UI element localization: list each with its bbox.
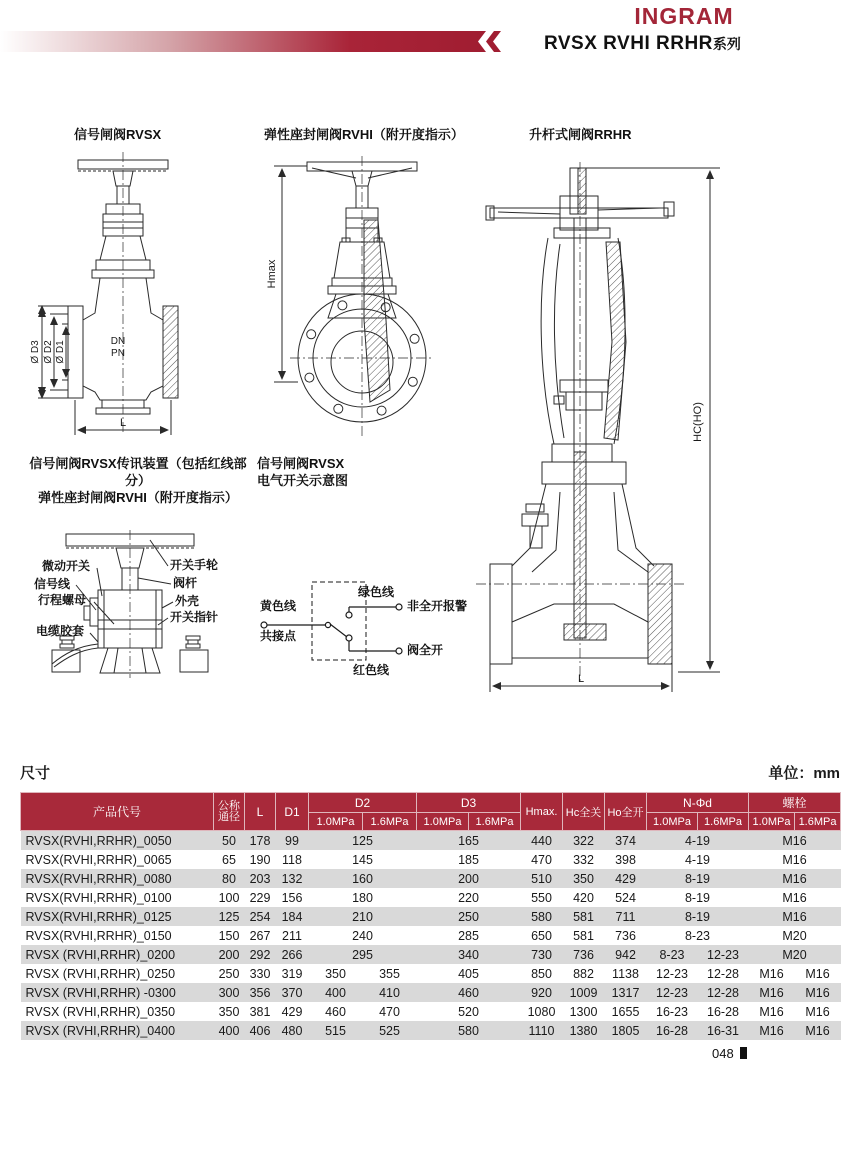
page-number-block-icon: [740, 1047, 747, 1059]
value-cell: 410: [363, 983, 417, 1002]
value-cell: 920: [521, 983, 563, 1002]
col-header-hc: Hc全关: [563, 793, 605, 831]
value-cell: 1805: [605, 1021, 647, 1040]
body-mark-dn: DN: [110, 336, 126, 347]
value-cell: 524: [615, 890, 636, 905]
value-cell: 581: [573, 928, 594, 943]
dim-label-l3: L: [577, 673, 585, 685]
table-row: [21, 926, 841, 945]
circuit-caption-line1: 信号闸阀RVSX: [257, 456, 345, 471]
value-cell: 520: [458, 1004, 479, 1019]
table-row: [21, 907, 841, 926]
value-cell: 300: [214, 983, 245, 1002]
banner-bar: [0, 31, 486, 52]
col-header-bolt: 螺栓: [749, 793, 841, 813]
value-cell: 510: [521, 869, 563, 888]
device-caption-line1: 信号闸阀RVSX传讯装置（包括红线部分）: [29, 456, 247, 488]
value-cell: 1380: [563, 1021, 605, 1040]
col-header-n-16mpa: 1.6MPa: [698, 813, 749, 831]
value-cell: 12-28: [698, 983, 749, 1002]
brand-logo: INGRAM: [634, 3, 734, 29]
value-cell: 1138: [612, 966, 639, 981]
value-cell: 100: [218, 890, 240, 905]
dim-label-d1: Ø D1: [55, 340, 66, 364]
rrhr-valve-drawing: [468, 152, 728, 697]
series-suffix: 系列: [712, 36, 741, 52]
wire-label-red: 红色线: [353, 663, 390, 677]
value-cell: 1300: [569, 1004, 598, 1019]
dim-label-hc-ho: HC(HO): [692, 402, 704, 442]
table-row: [21, 1021, 841, 1040]
col-header-d2-16mpa: 1.6MPa: [363, 813, 417, 831]
value-cell: 266: [276, 945, 309, 964]
value-cell: 178: [245, 831, 276, 851]
col-header-d3: D3: [417, 793, 521, 813]
table-row: [21, 850, 841, 869]
fig1-title: 信号闸阀RVSX: [74, 127, 162, 142]
value-cell: 118: [282, 852, 302, 867]
col-header-ho: Ho全开: [605, 793, 647, 831]
value-cell: 211: [282, 928, 302, 943]
part-label-travel-nut: 行程螺母: [38, 593, 87, 607]
value-cell: 480: [276, 1021, 309, 1040]
col-header-n-phi-d: N-Φd: [647, 793, 749, 813]
value-cell: 1317: [605, 983, 647, 1002]
value-cell: 580: [521, 907, 563, 926]
value-cell: 50: [214, 831, 245, 851]
value-cell: M16: [749, 831, 841, 851]
product-code-cell: RVSX (RVHI,RRHR)_0350: [25, 1004, 176, 1019]
series-title-text: RVSX RVHI RRHR: [544, 33, 713, 54]
value-cell: 8-19: [647, 907, 749, 926]
value-cell: 16-28: [647, 1021, 698, 1040]
col-header-d1: D1: [276, 793, 309, 831]
value-cell: M20: [782, 928, 807, 943]
dim-label-l: L: [119, 417, 127, 429]
value-cell: 525: [363, 1021, 417, 1040]
value-cell: 429: [605, 869, 647, 888]
value-cell: 16-28: [707, 1004, 739, 1019]
col-header-d2: D2: [309, 793, 417, 813]
value-cell: 250: [417, 907, 521, 926]
circuit-caption-line2: 电气开关示意图: [257, 473, 349, 488]
value-cell: 355: [379, 966, 400, 981]
value-cell: 220: [458, 890, 479, 905]
banner-chevron-icon: [486, 31, 501, 52]
table-row: [21, 831, 841, 851]
value-cell: 942: [605, 945, 647, 964]
value-cell: 400: [214, 1021, 245, 1040]
col-header-n-10mpa: 1.0MPa: [647, 813, 698, 831]
wire-label-open: 阀全开: [407, 643, 444, 657]
value-cell: 295: [309, 945, 417, 964]
value-cell: M16: [749, 1021, 795, 1040]
value-cell: 882: [573, 966, 594, 981]
table-row: [21, 869, 841, 888]
value-cell: 736: [615, 928, 636, 943]
value-cell: 160: [309, 869, 417, 888]
value-cell: 65: [222, 852, 236, 867]
table-section-title: 尺寸: [20, 765, 51, 782]
value-cell: 1110: [521, 1021, 563, 1040]
value-cell: 145: [352, 852, 373, 867]
value-cell: 332: [573, 852, 594, 867]
dim-label-d2: Ø D2: [43, 340, 54, 364]
value-cell: M16: [805, 966, 830, 981]
rvhi-valve-drawing: [262, 150, 457, 445]
value-cell: 285: [458, 928, 479, 943]
col-header-l: L: [245, 793, 276, 831]
value-cell: 200: [417, 869, 521, 888]
value-cell: 440: [521, 831, 563, 851]
value-cell: 190: [249, 852, 271, 867]
table-row: [21, 1002, 841, 1021]
value-cell: 550: [531, 890, 552, 905]
transmission-device-diagram: [18, 528, 258, 683]
value-cell: M16: [782, 890, 807, 905]
value-cell: 398: [615, 852, 636, 867]
wire-label-alarm: 非全开报警: [407, 599, 468, 613]
fig3-title: 升杆式闸阀RRHR: [529, 127, 632, 142]
col-header-d3-10mpa: 1.0MPa: [417, 813, 469, 831]
value-cell: 12-28: [707, 966, 739, 981]
value-cell: 340: [417, 945, 521, 964]
wire-label-green: 绿色线: [358, 585, 395, 599]
value-cell: 184: [276, 907, 309, 926]
wire-label-yellow: 黄色线: [260, 599, 297, 613]
value-cell: 8-19: [684, 890, 711, 905]
value-cell: 200: [214, 945, 245, 964]
part-label-signal-wire: 信号线: [34, 577, 71, 591]
value-cell: 80: [214, 869, 245, 888]
col-header-dn-line1: 公称: [218, 799, 240, 812]
part-label-switch-pointer: 开关指针: [170, 610, 219, 624]
value-cell: 8-23: [684, 928, 711, 943]
value-cell: M16: [749, 907, 841, 926]
product-code-cell: RVSX(RVHI,RRHR)_0080: [21, 869, 214, 888]
value-cell: 8-23: [647, 945, 698, 964]
value-cell: 581: [563, 907, 605, 926]
col-header-d3-16mpa: 1.6MPa: [469, 813, 521, 831]
device-caption: [20, 455, 256, 506]
value-cell: 250: [218, 966, 240, 981]
table-row: [21, 945, 841, 964]
value-cell: 850: [531, 966, 552, 981]
header-banner: [0, 30, 520, 54]
value-cell: 515: [309, 1021, 363, 1040]
part-label-handwheel: 开关手轮: [170, 558, 219, 572]
value-cell: M16: [749, 983, 795, 1002]
value-cell: 1009: [563, 983, 605, 1002]
device-caption-line2: 弹性座封闸阀RVHI（附开度指示）: [38, 490, 238, 505]
value-cell: 132: [276, 869, 309, 888]
table-row: [21, 888, 841, 907]
col-header-product: 产品代号: [21, 793, 214, 831]
value-cell: 381: [249, 1004, 271, 1019]
value-cell: M16: [759, 966, 784, 981]
part-label-cable-sleeve: 电缆胶套: [36, 624, 85, 638]
value-cell: 470: [531, 852, 552, 867]
value-cell: 730: [521, 945, 563, 964]
value-cell: 165: [417, 831, 521, 851]
fig2-title: 弹性座封闸阀RVHI（附开度指示）: [264, 127, 464, 142]
col-header-bolt-16mpa: 1.6MPa: [795, 813, 841, 831]
value-cell: 322: [563, 831, 605, 851]
value-cell: 711: [605, 907, 647, 926]
product-code-cell: RVSX(RVHI,RRHR)_0100: [25, 890, 172, 905]
value-cell: 470: [379, 1004, 400, 1019]
value-cell: 1080: [527, 1004, 556, 1019]
value-cell: 12-23: [656, 966, 688, 981]
value-cell: 254: [245, 907, 276, 926]
value-cell: 420: [573, 890, 594, 905]
value-cell: 1655: [611, 1004, 640, 1019]
value-cell: 16-23: [656, 1004, 688, 1019]
value-cell: 203: [245, 869, 276, 888]
value-cell: 460: [417, 983, 521, 1002]
value-cell: 16-31: [698, 1021, 749, 1040]
value-cell: M20: [749, 945, 841, 964]
value-cell: 185: [458, 852, 479, 867]
product-code-cell: RVSX (RVHI,RRHR) -0300: [21, 983, 214, 1002]
dim-label-hmax: Hmax: [266, 259, 278, 289]
value-cell: 350: [325, 966, 346, 981]
value-cell: 4-19: [647, 831, 749, 851]
electric-switch-schematic: [254, 564, 484, 686]
table-row: [21, 983, 841, 1002]
part-label-stem: 阀杆: [173, 576, 198, 590]
product-code-cell: RVSX (RVHI,RRHR)_0250: [25, 966, 176, 981]
rvsx-valve-drawing: [28, 148, 238, 448]
value-cell: M16: [782, 852, 807, 867]
product-code-cell: RVSX (RVHI,RRHR)_0400: [21, 1021, 214, 1040]
value-cell: 400: [309, 983, 363, 1002]
series-title: [544, 33, 741, 55]
page-number-text: 048: [712, 1046, 734, 1061]
value-cell: 319: [281, 966, 303, 981]
product-code-cell: RVSX(RVHI,RRHR)_0050: [21, 831, 214, 851]
value-cell: 8-19: [647, 869, 749, 888]
col-header-hmax: Hmax.: [521, 793, 563, 831]
value-cell: 99: [276, 831, 309, 851]
value-cell: M16: [795, 983, 841, 1002]
value-cell: 12-23: [698, 945, 749, 964]
body-mark-pn: PN: [111, 348, 125, 359]
value-cell: 460: [325, 1004, 346, 1019]
col-header-dn: [214, 793, 245, 831]
table-body: [21, 831, 841, 1041]
value-cell: 156: [281, 890, 303, 905]
value-cell: 180: [352, 890, 373, 905]
value-cell: 350: [563, 869, 605, 888]
page-number: [712, 1046, 747, 1061]
value-cell: 229: [249, 890, 271, 905]
value-cell: 370: [276, 983, 309, 1002]
col-header-bolt-10mpa: 1.0MPa: [749, 813, 795, 831]
product-code-cell: RVSX(RVHI,RRHR)_0065: [25, 852, 172, 867]
value-cell: 356: [245, 983, 276, 1002]
value-cell: 429: [281, 1004, 303, 1019]
value-cell: M16: [759, 1004, 784, 1019]
table-head: [21, 793, 841, 831]
table-row: [21, 964, 841, 983]
value-cell: M16: [749, 869, 841, 888]
value-cell: 580: [417, 1021, 521, 1040]
circuit-caption: [257, 455, 387, 489]
value-cell: 405: [458, 966, 479, 981]
value-cell: 350: [218, 1004, 240, 1019]
value-cell: 240: [352, 928, 373, 943]
dimension-table: [20, 792, 841, 1040]
value-cell: 150: [218, 928, 240, 943]
wire-label-common: 共接点: [260, 629, 297, 643]
value-cell: M16: [795, 1021, 841, 1040]
col-header-d2-10mpa: 1.0MPa: [309, 813, 363, 831]
value-cell: 125: [214, 907, 245, 926]
product-code-cell: RVSX (RVHI,RRHR)_0200: [21, 945, 214, 964]
value-cell: 267: [249, 928, 271, 943]
value-cell: 330: [249, 966, 271, 981]
value-cell: M16: [805, 1004, 830, 1019]
value-cell: 292: [245, 945, 276, 964]
value-cell: 12-23: [647, 983, 698, 1002]
dim-label-d3: Ø D3: [30, 340, 41, 364]
part-label-shell: 外壳: [175, 594, 200, 608]
col-header-dn-line2: 通径: [218, 810, 240, 823]
value-cell: 406: [245, 1021, 276, 1040]
value-cell: 4-19: [684, 852, 711, 867]
product-code-cell: RVSX(RVHI,RRHR)_0150: [25, 928, 172, 943]
value-cell: 125: [309, 831, 417, 851]
table-unit-label: 单位：mm: [768, 765, 840, 782]
value-cell: 736: [563, 945, 605, 964]
value-cell: 650: [531, 928, 552, 943]
value-cell: 374: [605, 831, 647, 851]
part-label-micro-switch: 微动开关: [42, 559, 91, 573]
product-code-cell: RVSX(RVHI,RRHR)_0125: [21, 907, 214, 926]
value-cell: 210: [309, 907, 417, 926]
